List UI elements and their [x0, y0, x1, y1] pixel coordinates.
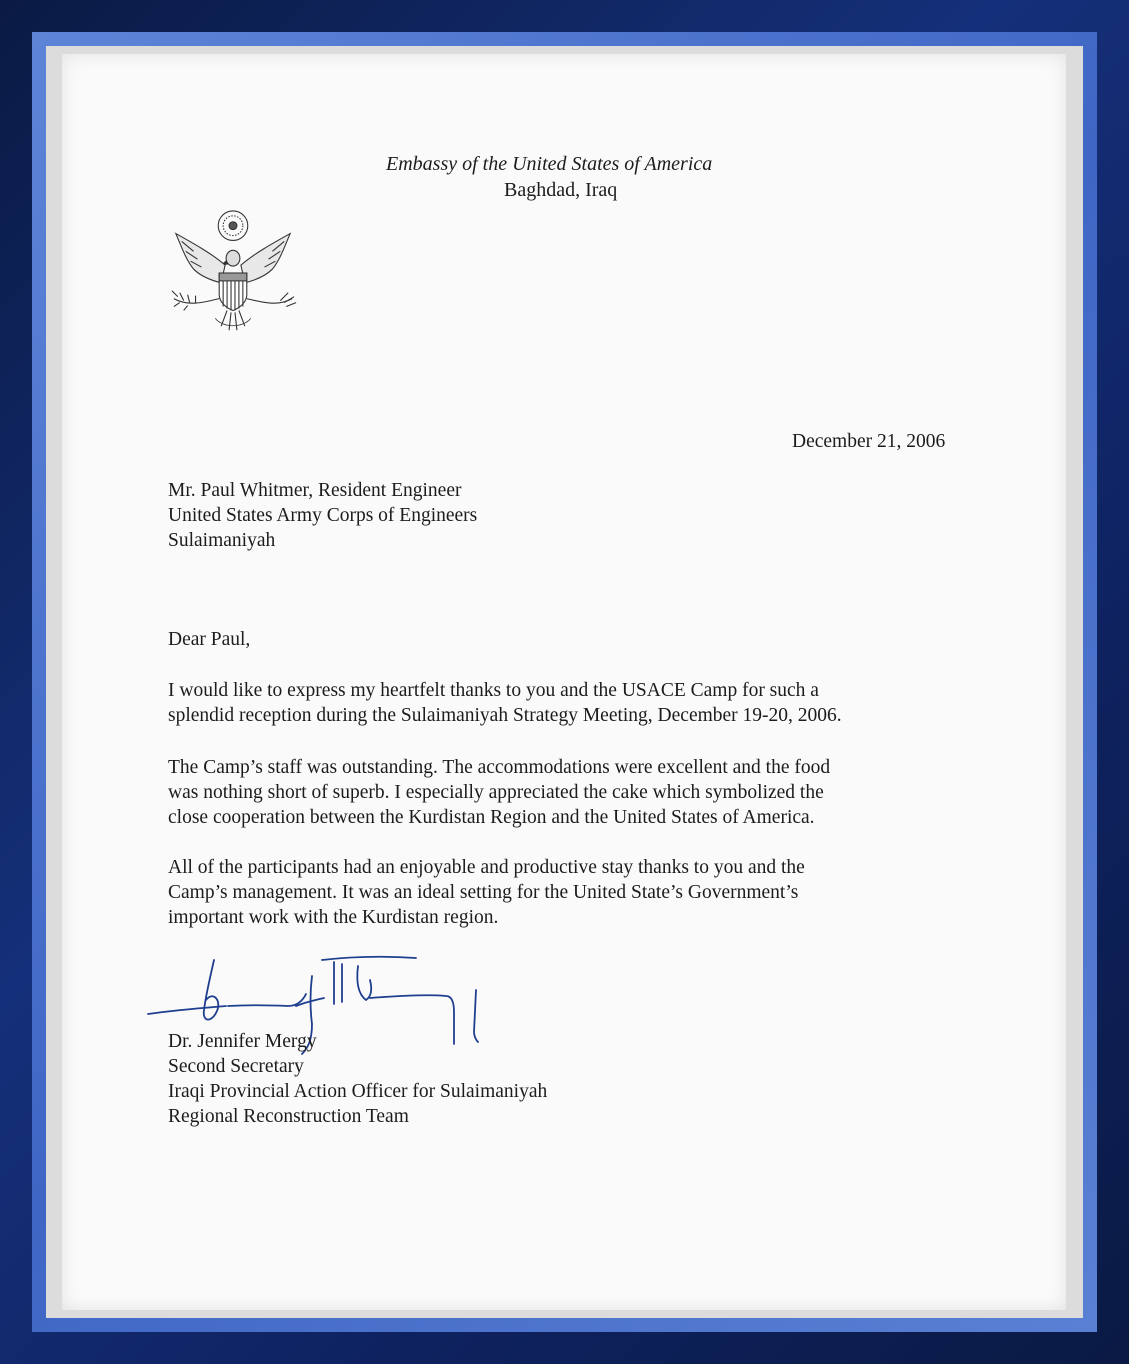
signatory-title-1: Second Secretary [168, 1056, 304, 1077]
paragraph-2-line-1: The Camp’s staff was outstanding. The accommodations were excellent and the food [168, 757, 831, 778]
salutation: Dear Paul, [168, 629, 251, 650]
recipient-line-3: Sulaimaniyah [168, 530, 276, 551]
recipient-line-2: United States Army Corps of Engineers [168, 505, 478, 526]
letter-page [62, 54, 1066, 1310]
recipient-line-1: Mr. Paul Whitmer, Resident Engineer [168, 480, 462, 501]
paragraph-3-line-1: All of the participants had an enjoyable and productive stay thanks to you and the [168, 857, 805, 878]
paragraph-2-line-3: close cooperation between the Kurdistan Region and the United States of America. [168, 807, 815, 828]
signatory-title-2: Iraqi Provincial Action Officer for Sulaimaniyah [168, 1081, 548, 1102]
great-seal-icon [164, 204, 302, 342]
signatory-name: Dr. Jennifer Mergy [168, 1031, 317, 1052]
paragraph-1-line-1: I would like to express my heartfelt thanks to you and the USACE Camp for such a [168, 680, 819, 701]
paragraph-3-line-3: important work with the Kurdistan region. [168, 907, 499, 928]
letterhead-name: Embassy of the United States of America [386, 153, 713, 175]
paragraph-1-line-2: splendid reception during the Sulaimaniyah Strategy Meeting, December 19-20, 2006. [168, 705, 842, 726]
letterhead-city: Baghdad, Iraq [504, 179, 618, 201]
signatory-title-3: Regional Reconstruction Team [168, 1106, 409, 1127]
paragraph-3-line-2: Camp’s management. It was an ideal setting for the United State’s Government’s [168, 882, 799, 903]
paragraph-2-line-2: was nothing short of superb. I especially appreciated the cake which symbolized the [168, 782, 824, 803]
letter-date: December 21, 2006 [792, 431, 946, 452]
